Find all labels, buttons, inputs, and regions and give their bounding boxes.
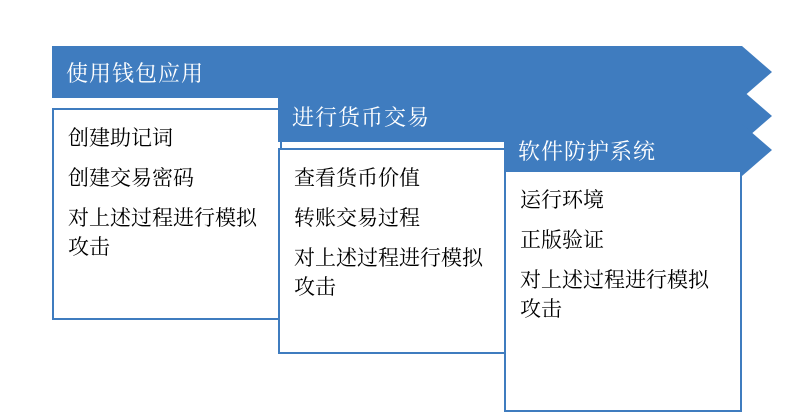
- stage-3-item-2: 正版验证: [520, 228, 604, 252]
- stage-3-title: 软件防护系统: [518, 138, 657, 164]
- stage-1-item-3: 对上述过程进行模拟攻击: [68, 206, 257, 260]
- stage-3-banner[interactable]: [504, 124, 772, 176]
- stage-2-item-1: 查看货币价值: [294, 167, 420, 190]
- stage-2-title: 进行货币交易: [292, 104, 431, 130]
- stage-3-banner-arrow-icon: [742, 124, 772, 176]
- stage-2-item-2: 转账交易过程: [294, 206, 420, 230]
- stage-2-box: [278, 148, 508, 354]
- stage-2-item-3: 对上述过程进行模拟攻击: [294, 246, 483, 300]
- stage-1-title: 使用钱包应用: [66, 60, 205, 86]
- stage-1-box: [52, 108, 282, 320]
- stage-1-item-1: 创建助记词: [68, 127, 173, 150]
- stage-3-box: [504, 170, 742, 412]
- stage-1-item-2: 创建交易密码: [68, 166, 194, 190]
- stage-3-item-3: 对上述过程进行模拟攻击: [520, 268, 709, 322]
- stage-3-item-1: 运行环境: [520, 189, 604, 212]
